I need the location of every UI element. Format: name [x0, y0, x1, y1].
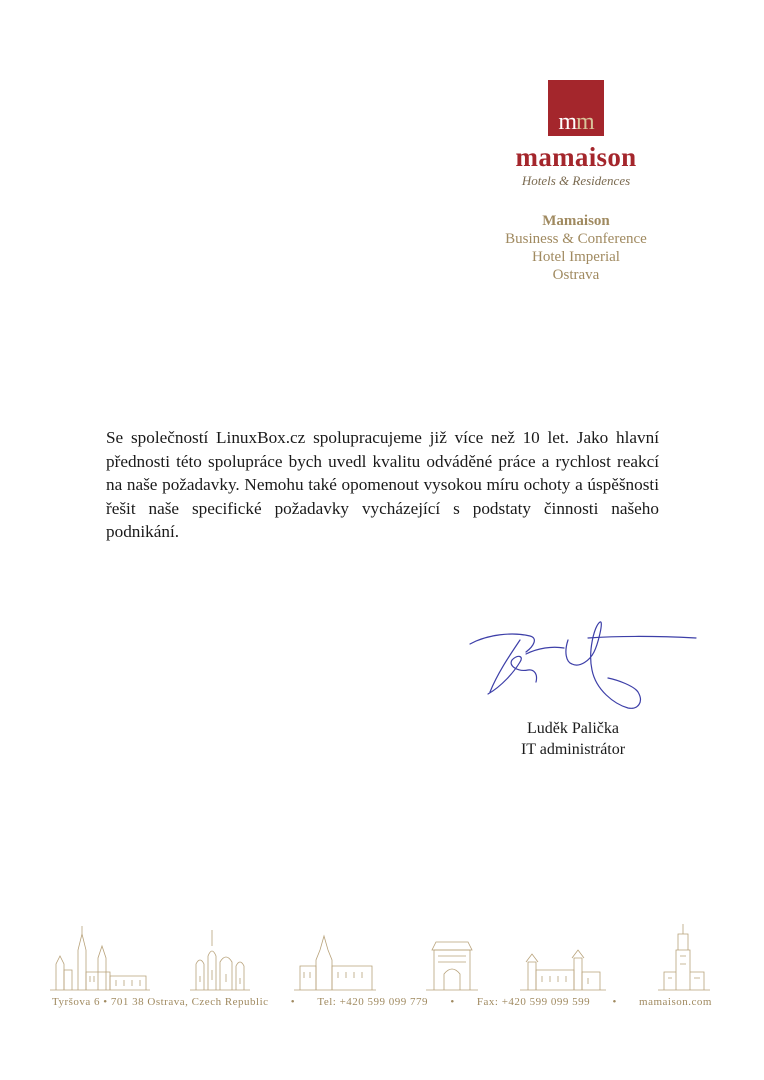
gate-tower-icon [426, 942, 478, 990]
hotel-name [488, 212, 664, 284]
letter-body: Se společností LinuxBox.cz spolupracujeme již více než 10 let. Jako hlavní přednosti této spolupráce bych uvedl kvalitu odváděné práce a rychlost reakcí na naše požadavky. Nemohu také opomenout vysokou míru ochoty a úspěšnosti řešit naše specifické požadavky vycházející s podstaty činnosti našeho podnikání. [106, 428, 659, 541]
footer-separator: • [612, 996, 617, 1008]
town-hall-tower-icon [658, 924, 710, 990]
hotel-name-line-3: Hotel Imperial [532, 249, 620, 265]
footer-separator: • [450, 996, 455, 1008]
footer-contact-line [52, 996, 712, 1008]
footer-fax: Fax: +420 599 099 599 [476, 996, 591, 1008]
logo-letter-1: m [558, 109, 576, 135]
hotel-name-line-4: Ostrava [552, 267, 600, 283]
onion-dome-church-icon [190, 930, 250, 990]
brand-tagline: Hotels & Residences [521, 173, 631, 188]
signer-block [488, 718, 658, 760]
logo-letter-2: m [576, 109, 594, 135]
mamaison-logo-icon [548, 80, 604, 136]
footer-web: mamaison.com [639, 996, 712, 1008]
footer-tel: Tel: +420 599 099 779 [317, 996, 429, 1008]
castle-icon [520, 950, 606, 990]
palace-icon [294, 936, 376, 990]
handwritten-signature-icon [468, 612, 698, 712]
hotel-name-line-1: Mamaison [542, 213, 610, 229]
signer-title: IT administrátor [520, 741, 626, 758]
hotel-name-line-2: Business & Conference [505, 231, 647, 247]
cathedral-icon [50, 926, 150, 990]
footer-landmarks [50, 920, 714, 992]
signer-name: Luděk Palička [527, 720, 619, 737]
brand-name: mamaison [515, 142, 637, 172]
footer-address: Tyršova 6 • 701 38 Ostrava, Czech Republic [52, 996, 269, 1008]
footer-separator: • [290, 996, 296, 1008]
letterhead [488, 78, 664, 284]
